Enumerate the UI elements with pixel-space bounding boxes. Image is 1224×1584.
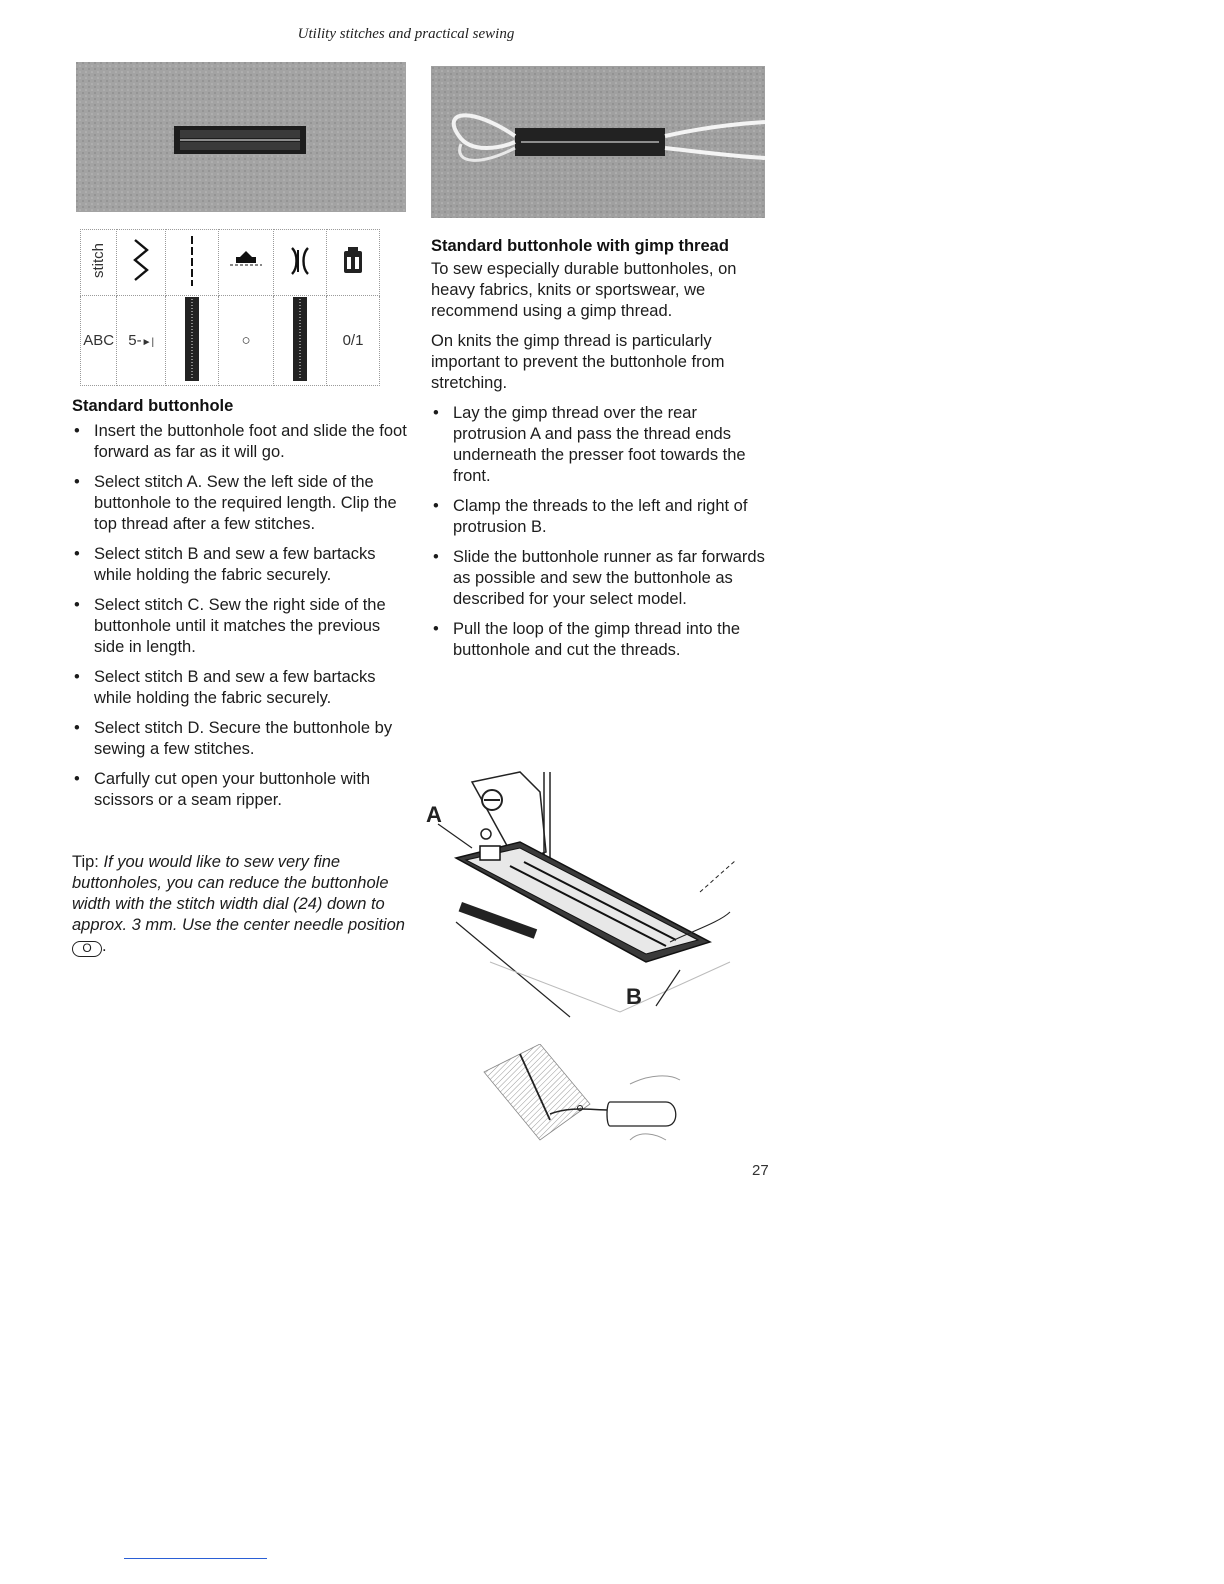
- list-item: • Select stitch D. Secure the buttonhole by sewing a few stitches.: [72, 718, 408, 760]
- buttonhole-stitch-icon: [166, 296, 219, 386]
- stitch-settings-table: [80, 229, 380, 385]
- buttonhole-stitch-icon-right: [274, 296, 327, 386]
- gimp-thread-photo: [431, 66, 765, 218]
- list-item: • Select stitch C. Sew the right side of the buttonhole until it matches the previous side in length.: [72, 595, 408, 658]
- stitch-length-value: 5-►|: [117, 296, 166, 386]
- tip-block: [72, 852, 412, 957]
- section-title-gimp: Standard buttonhole with gimp thread: [431, 237, 729, 255]
- seam-ripper-illustration: [480, 1044, 690, 1144]
- knits-paragraph: On knits the gimp thread is particularly important to prevent the buttonhole from stretching.: [431, 332, 725, 392]
- left-bullet-list: [72, 421, 408, 811]
- tip-end: .: [102, 937, 107, 955]
- list-item: • Lay the gimp thread over the rear protrusion A and pass the thread ends underneath the presser foot towards the front.: [431, 403, 767, 487]
- section-title-standard: Standard buttonhole: [72, 397, 234, 415]
- straight-stitch-icon: [166, 230, 219, 296]
- right-column: [431, 236, 767, 670]
- zigzag-stitch-icon: [117, 230, 166, 296]
- row-label-stitch: stitch: [81, 230, 117, 296]
- tip-label: Tip:: [72, 853, 99, 871]
- center-needle-icon: O: [72, 941, 102, 957]
- list-item: • Slide the buttonhole runner as far forwards as possible and sew the buttonhole as described for your select model.: [431, 547, 767, 610]
- list-item: • Insert the buttonhole foot and slide the foot forward as far as it will go.: [72, 421, 408, 463]
- list-item: • Carfully cut open your buttonhole with scissors or a seam ripper.: [72, 769, 408, 811]
- row-label-abc: ABC: [81, 296, 117, 386]
- page-number: 27: [752, 1162, 769, 1179]
- stitch-width-icon: [274, 230, 327, 296]
- label-a: A: [426, 802, 442, 827]
- list-item: • Pull the loop of the gimp thread into the buttonhole and cut the threads.: [431, 619, 767, 661]
- left-column: [72, 396, 408, 820]
- needle-position-value: ○: [219, 296, 274, 386]
- tip-text: If you would like to sew very fine buttonholes, you can reduce the buttonhole width with the stitch width dial (24) down to approx. 3 mm. Use the center needle position: [72, 853, 405, 934]
- list-item: • Select stitch A. Sew the left side of the buttonhole to the required length. Clip the top thread after a few stitches.: [72, 472, 408, 535]
- buttonhole-photo: [76, 62, 406, 212]
- intro-paragraph: To sew especially durable buttonholes, on heavy fabrics, knits or sportswear, we recommend using a gimp thread.: [431, 260, 737, 320]
- feed-value: 0/1: [327, 296, 380, 386]
- right-bullet-list: [431, 403, 767, 661]
- list-item: • Select stitch B and sew a few bartacks while holding the fabric securely.: [72, 667, 408, 709]
- list-item: • Select stitch B and sew a few bartacks while holding the fabric securely.: [72, 544, 408, 586]
- buttonhole-foot-illustration: [420, 762, 780, 1032]
- presser-foot-icon: [327, 230, 380, 296]
- feed-dog-icon: [219, 230, 274, 296]
- footer-rule: [124, 1558, 267, 1559]
- page-header: Utility stitches and practical sewing: [297, 26, 515, 42]
- list-item: • Clamp the threads to the left and right of protrusion B.: [431, 496, 767, 538]
- label-b: B: [626, 984, 642, 1009]
